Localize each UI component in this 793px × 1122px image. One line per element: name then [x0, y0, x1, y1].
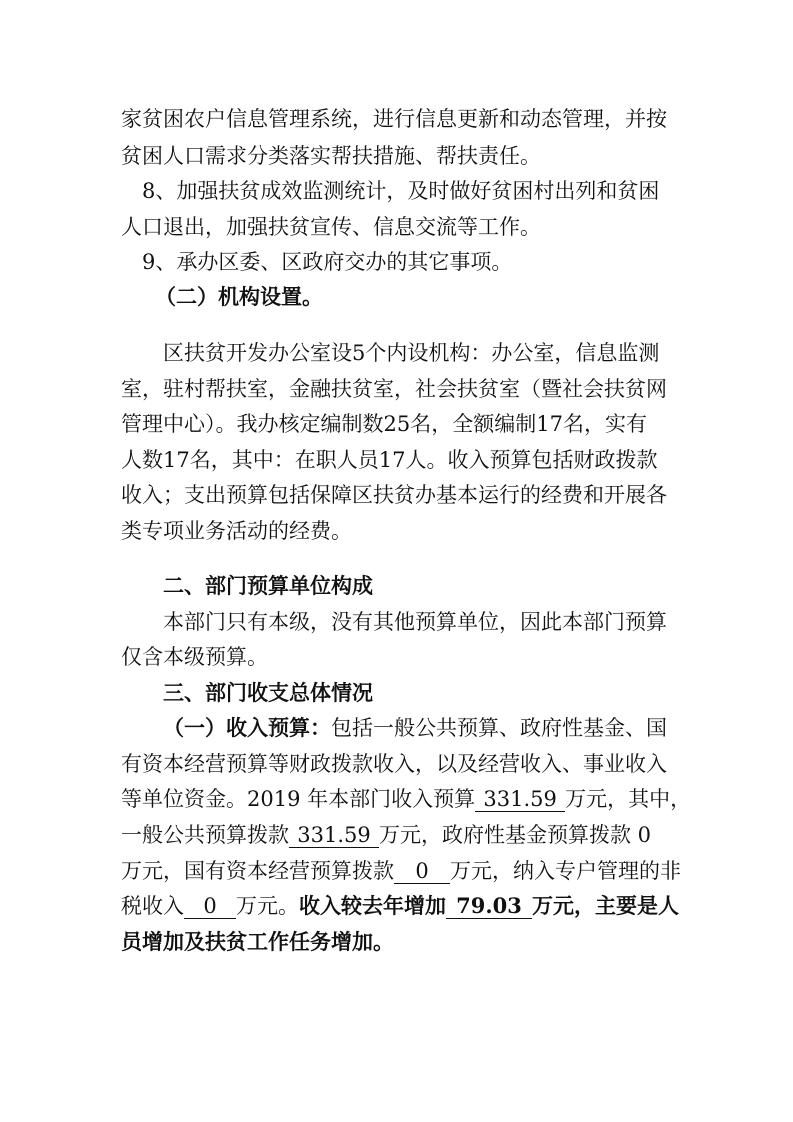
paragraph-line: 仅含本级预算。	[121, 645, 268, 669]
paragraph-line	[121, 856, 681, 886]
emphasis-text: 万元，主要是人	[532, 893, 679, 918]
paragraph-text: 包括一般公共预算、政府性基金、国	[331, 716, 667, 740]
paragraph-line: 收入；支出预算包括保障区扶贫办基本运行的经费和开展各	[121, 483, 667, 507]
underlined-value: 0	[184, 894, 236, 919]
paragraph-text: 万元，其中，	[565, 787, 692, 811]
section-heading: 二、部门预算单位构成	[163, 574, 373, 598]
paragraph-line: 人口退出，加强扶贫宣传、信息交流等工作。	[121, 215, 541, 239]
underlined-value: 0	[394, 859, 450, 884]
paragraph-text: 万元，国有资本经营预算拨款	[121, 859, 394, 883]
paragraph-line	[121, 784, 691, 814]
paragraph-text: 税收入	[121, 894, 184, 918]
section-heading: （二）机构设置。	[155, 284, 323, 309]
subsection-label: （一）收入预算：	[163, 715, 331, 740]
underlined-value: 331.59	[475, 787, 565, 812]
paragraph-text: 万元，政府性基金预算拨款 0	[379, 823, 652, 847]
paragraph-text: 等单位资金。2019 年本部门收入预算	[121, 787, 476, 811]
paragraph-line	[121, 891, 679, 921]
paragraph-line: 区扶贫开发办公室设5个内设机构：办公室，信息监测	[163, 341, 660, 365]
paragraph-line: 管理中心）。我办核定编制数25名，全额编制17名，实有	[121, 412, 647, 436]
underlined-value: 331.59	[289, 823, 379, 848]
list-item: 9、承办区委、区政府交办的其它事项。	[142, 250, 513, 274]
paragraph-line: 类专项业务活动的经费。	[121, 519, 352, 543]
emphasis-line: 员增加及扶贫工作任务增加。	[121, 929, 394, 954]
section-heading: 三、部门收支总体情况	[163, 681, 373, 705]
paragraph-line	[163, 713, 667, 743]
list-item: 8、加强扶贫成效监测统计，及时做好贫困村出列和贫困	[142, 179, 660, 203]
paragraph-text: 一般公共预算拨款	[121, 823, 289, 847]
paragraph-line: 有资本经营预算等财政拨款收入，以及经营收入、事业收入	[121, 752, 667, 776]
paragraph-text: 万元。	[236, 894, 299, 918]
paragraph-line: 人数17名，其中：在职人员17人。收入预算包括财政拨款	[121, 448, 658, 472]
underlined-value: 79.03	[446, 894, 532, 919]
paragraph-line	[121, 820, 651, 850]
emphasis-text: 收入较去年增加	[299, 893, 446, 918]
paragraph-line: 贫困人口需求分类落实帮扶措施、帮扶责任。	[121, 144, 541, 168]
paragraph-text: 万元，纳入专户管理的非	[450, 859, 681, 883]
paragraph-line: 家贫困农户信息管理系统，进行信息更新和动态管理，并按	[121, 107, 667, 131]
paragraph-line: 本部门只有本级，没有其他预算单位，因此本部门预算	[163, 610, 667, 634]
paragraph-line: 室，驻村帮扶室，金融扶贫室，社会扶贫室（暨社会扶贫网	[121, 377, 667, 401]
